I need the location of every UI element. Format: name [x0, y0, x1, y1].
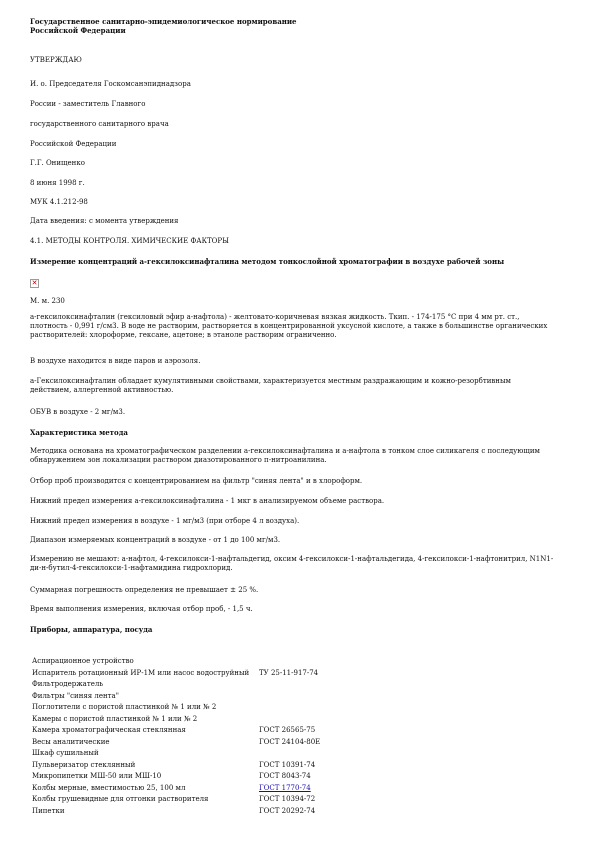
equipment-name: Колбы мерные, вместимостью 25, 100 мл [32, 783, 186, 792]
equipment-name: Пульверизатор стеклянный [32, 760, 136, 769]
table-row [30, 656, 379, 668]
paragraph-line: Методика основана на хроматографическом разделении а-гексилоксинафталина и а-нафтола в тонком слое силикагеля с последующим [30, 447, 541, 455]
standard-link[interactable]: ГОСТ 1770-74 [259, 783, 311, 792]
equipment-name: Камера хроматографическая стеклянная [32, 726, 186, 734]
equipment-name: Пипетки [32, 806, 65, 815]
approval-line-2: России - заместитель Главного [30, 100, 146, 108]
table-row [30, 771, 379, 783]
table-row [30, 668, 379, 680]
equipment-standard: ГОСТ 26565-75 [259, 726, 316, 734]
table-row [30, 748, 379, 760]
equipment-name: Фильтродержатель [32, 680, 104, 688]
broken-image-icon: ✕ [31, 279, 38, 287]
equipment-table [30, 656, 379, 817]
heading-equipment: Приборы, аппаратура, посуда [30, 625, 153, 634]
document-title: Измерение концентраций а-гексилоксинафталина методом тонкослойной хроматографии в воздухе рабочей зоны [30, 257, 505, 266]
equipment-name: Микропипетки МШ-50 или МШ-10 [32, 772, 162, 780]
approval-line-3: государственного санитарного врача [30, 120, 169, 128]
paragraph-range: Диапазон измеряемых концентраций в воздухе - от 1 до 100 мг/м3. [30, 536, 281, 544]
equipment-standard: ГОСТ 10394-72 [259, 795, 316, 803]
paragraph-lower-limit-air: Нижний предел измерения в воздухе - 1 мг/м3 (при отборе 4 л воздуха). [30, 517, 300, 525]
paragraph-line: а-гексилоксинафталин (гексиловый эфир а-нафтола) - желтовато-коричневая вязкая жидкость. Tкип. - 174-175 °С при 4 мм рт. ст., [30, 313, 520, 321]
equipment-name: Колбы грушевидные для отгонки растворителя [32, 795, 209, 803]
paragraph-properties [30, 313, 560, 340]
paragraph-line: действием, аллергенной активностью. [30, 386, 174, 394]
paragraph-interference [30, 555, 560, 573]
equipment-standard: ГОСТ 24104-80Е [259, 737, 321, 746]
table-row [30, 679, 379, 691]
paragraph-lower-limit: Нижний предел измерения а-гексилоксинафталина - 1 мкг в анализируемом объеме раствора. [30, 497, 385, 505]
organization-header [30, 17, 560, 35]
table-row [30, 760, 379, 772]
approval-title: УТВЕРЖДАЮ [30, 56, 82, 64]
paragraph-duration: Время выполнения измерения, включая отбор проб, - 1,5 ч. [30, 605, 253, 613]
molar-mass: М. м. 230 [30, 297, 65, 305]
paragraph-line: ди-н-бутил-4-гексилокси-1-нафтамидина гидрохлорид. [30, 564, 233, 572]
approval-date: 8 июня 1998 г. [30, 179, 85, 187]
equipment-standard [257, 714, 379, 726]
paragraph-toxicity [30, 377, 560, 395]
section-heading: 4.1. МЕТОДЫ КОНТРОЛЯ. ХИМИЧЕСКИЕ ФАКТОРЫ [30, 237, 230, 245]
equipment-name: Весы аналитические [32, 737, 110, 746]
paragraph-method [30, 447, 560, 465]
table-row [30, 737, 379, 749]
paragraph-line: растворителей: хлороформе, гексане, ацетоне; в этаноле растворим ограниченно. [30, 331, 337, 339]
equipment-standard: ТУ 25-11-917-74 [259, 668, 319, 677]
table-row [30, 783, 379, 795]
equipment-name: Поглотители с пористой пластинкой № 1 или № 2 [32, 703, 217, 711]
org-line-1: Государственное санитарно-эпидемиологическое нормирование [30, 17, 297, 26]
equipment-standard [257, 691, 379, 703]
approval-line-1: И. о. Председателя Госкомсанэпиднадзора [30, 80, 191, 88]
paragraph-line: Измерению не мешают: а-нафтол, 4-гексилокси-1-нафтальдегид, оксим 4-гексилокси-1-нафтальдегида, 4-гексилокси-1-нафтонитрил, N1N1- [30, 555, 554, 563]
table-row [30, 702, 379, 714]
equipment-standard [257, 656, 379, 668]
equipment-name: Фильтры "синяя лента" [32, 691, 119, 700]
equipment-name: Камеры с пористой пластинкой № 1 или № 2 [32, 714, 198, 723]
paragraph-air-state: В воздухе находится в виде паров и аэрозоля. [30, 357, 201, 365]
equipment-name: Аспирационное устройство [32, 657, 134, 665]
paragraph-obuv: ОБУВ в воздухе - 2 мг/м3. [30, 408, 126, 416]
equipment-name: Шкаф сушильный [32, 749, 99, 757]
heading-method: Характеристика метода [30, 428, 128, 437]
equipment-standard: ГОСТ 10391-74 [259, 760, 316, 769]
table-row [30, 691, 379, 703]
equipment-standard: ГОСТ 20292-74 [259, 806, 316, 815]
equipment-standard [257, 748, 379, 760]
org-line-2: Российской Федерации [30, 26, 126, 35]
paragraph-line: обнаружением зон локализации раствором диазотированного п-нитроанилина. [30, 456, 327, 464]
paragraph-line: плотность - 0,991 г/см3. В воде не растворим, растворяется в концентрированной уксусной кислоте, а также в большинстве органических [30, 322, 548, 330]
approval-line-4: Российской Федерации [30, 140, 117, 148]
table-row [30, 806, 379, 818]
table-row [30, 714, 379, 726]
paragraph-line: а-Гексилоксинафталин обладает кумулятивными свойствами, характеризуется местным раздражающим и кожно-резорбтивным [30, 377, 511, 385]
table-row [30, 794, 379, 806]
approval-name: Г.Г. Онищенко [30, 159, 85, 167]
equipment-standard [257, 679, 379, 691]
equipment-name: Испаритель ротационный ИР-1М или насос водоструйный [32, 668, 250, 677]
paragraph-sampling: Отбор проб производится с концентрированием на фильтр "синяя лента" и в хлороформ. [30, 477, 363, 485]
paragraph-error: Суммарная погрешность определения не превышает ± 25 %. [30, 586, 259, 594]
doc-code: МУК 4.1.212-98 [30, 198, 88, 206]
equipment-standard [257, 702, 379, 714]
effective-date: Дата введения: с момента утверждения [30, 217, 179, 225]
table-row [30, 725, 379, 737]
equipment-standard: ГОСТ 8043-74 [259, 772, 311, 780]
